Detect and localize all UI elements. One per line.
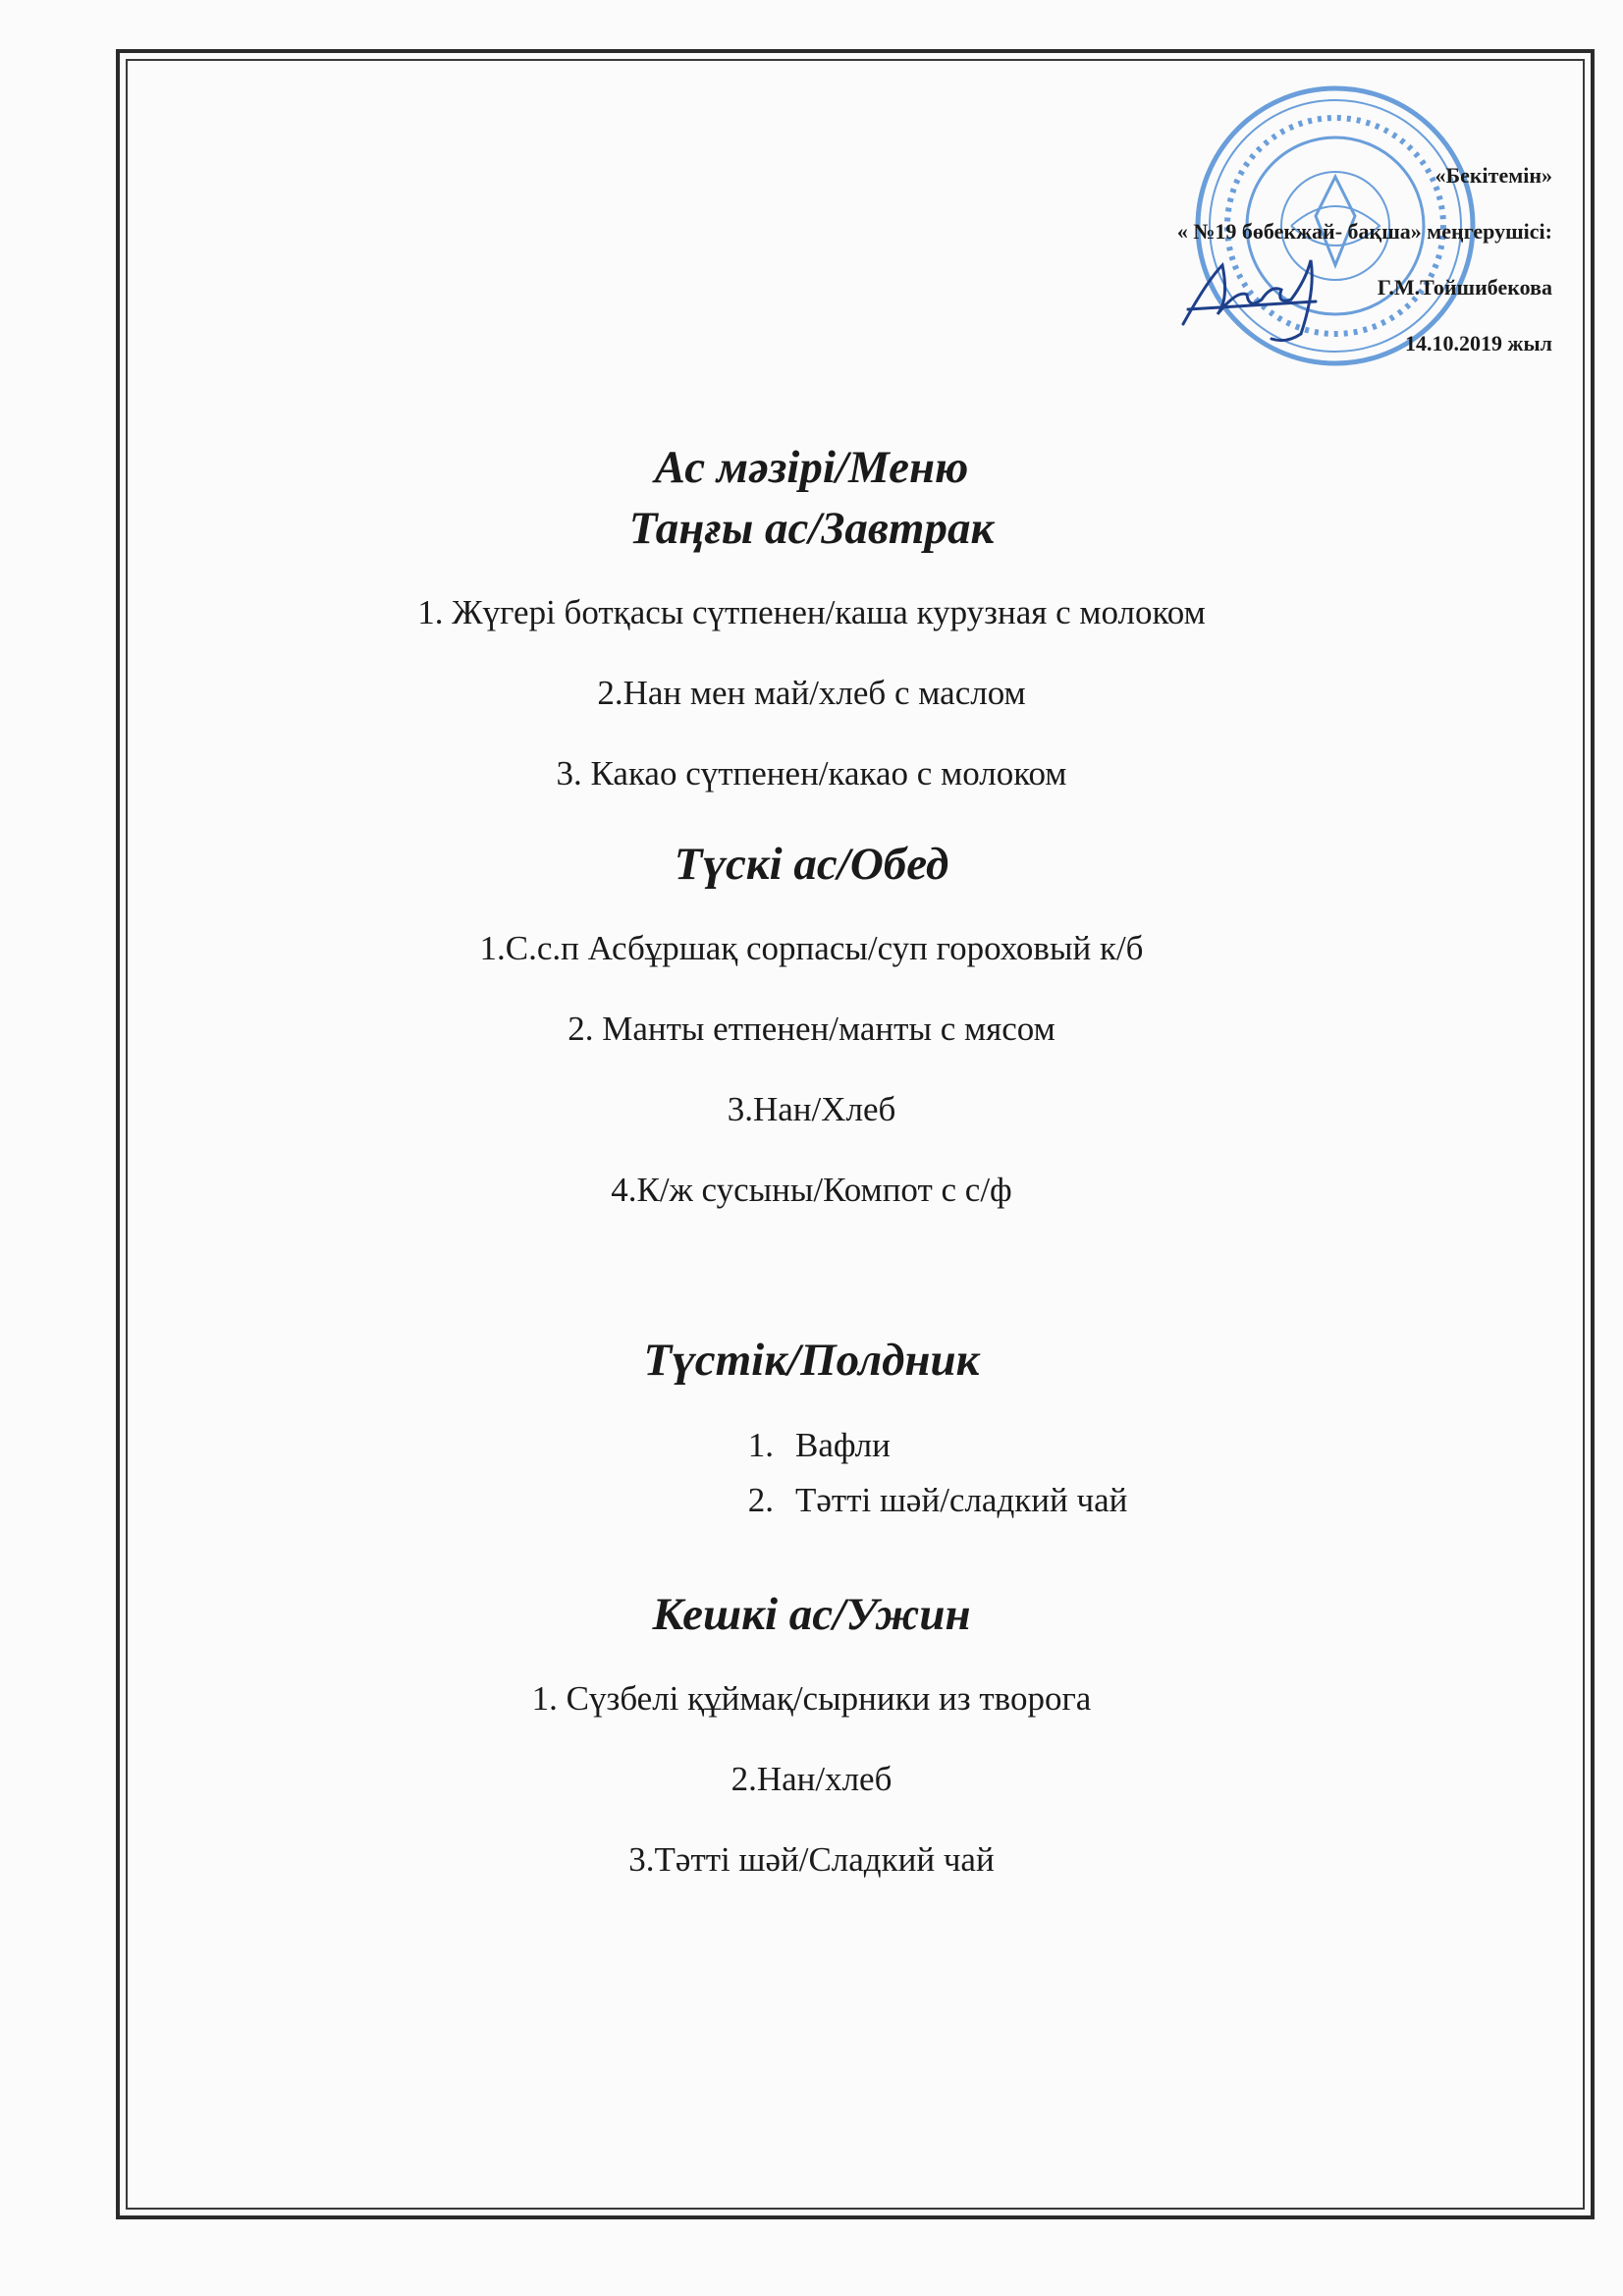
approval-approve-label: «Бекітемін» <box>1434 163 1552 188</box>
breakfast-item: 1. Жүгері ботқасы сүтпенен/каша курузная с молоком <box>417 593 1206 631</box>
dinner-item: 1. Сүзбелі құймақ/сырники из творога <box>531 1679 1092 1718</box>
list-number: 1. <box>747 1426 774 1464</box>
snack-heading: Түстік/Полдник <box>643 1335 980 1386</box>
list-text: Тәтті шәй/сладкий чай <box>795 1481 1128 1519</box>
lunch-item: 4.К/ж сусыны/Компот с с/ф <box>611 1171 1012 1209</box>
lunch-heading: Түскі ас/Обед <box>674 839 949 890</box>
menu-title: Ас мәзірі/Меню <box>654 442 969 493</box>
signature <box>1178 241 1325 349</box>
lunch-item: 2. Манты етпенен/манты с мясом <box>568 1010 1055 1048</box>
dinner-item: 3.Тәтті шәй/Сладкий чай <box>628 1840 995 1879</box>
list-item <box>727 1426 1127 1481</box>
approval-head-name: Г.М.Тойшибекова <box>1377 275 1552 300</box>
list-text: Вафли <box>795 1426 891 1464</box>
approval-date: 14.10.2019 жыл <box>1405 331 1552 355</box>
page-border-inner <box>126 59 1585 2210</box>
breakfast-item: 3. Какао сүтпенен/какао с молоком <box>556 754 1067 793</box>
lunch-item: 1.С.с.п Асбұршақ сорпасы/суп гороховый к/б <box>479 929 1144 967</box>
dinner-heading: Кешкі ас/Ужин <box>652 1589 971 1640</box>
lunch-item: 3.Нан/Хлеб <box>727 1090 896 1128</box>
breakfast-item: 2.Нан мен май/хлеб с маслом <box>597 674 1026 712</box>
list-item <box>727 1481 1127 1536</box>
list-number: 2. <box>747 1481 774 1519</box>
dinner-item: 2.Нан/хлеб <box>730 1760 893 1798</box>
snack-list <box>727 1426 1127 1536</box>
approval-head-title: « №19 бөбекжай- бақша» меңгерушісі: <box>1176 219 1552 244</box>
breakfast-heading: Таңғы ас/Завтрак <box>628 503 995 554</box>
